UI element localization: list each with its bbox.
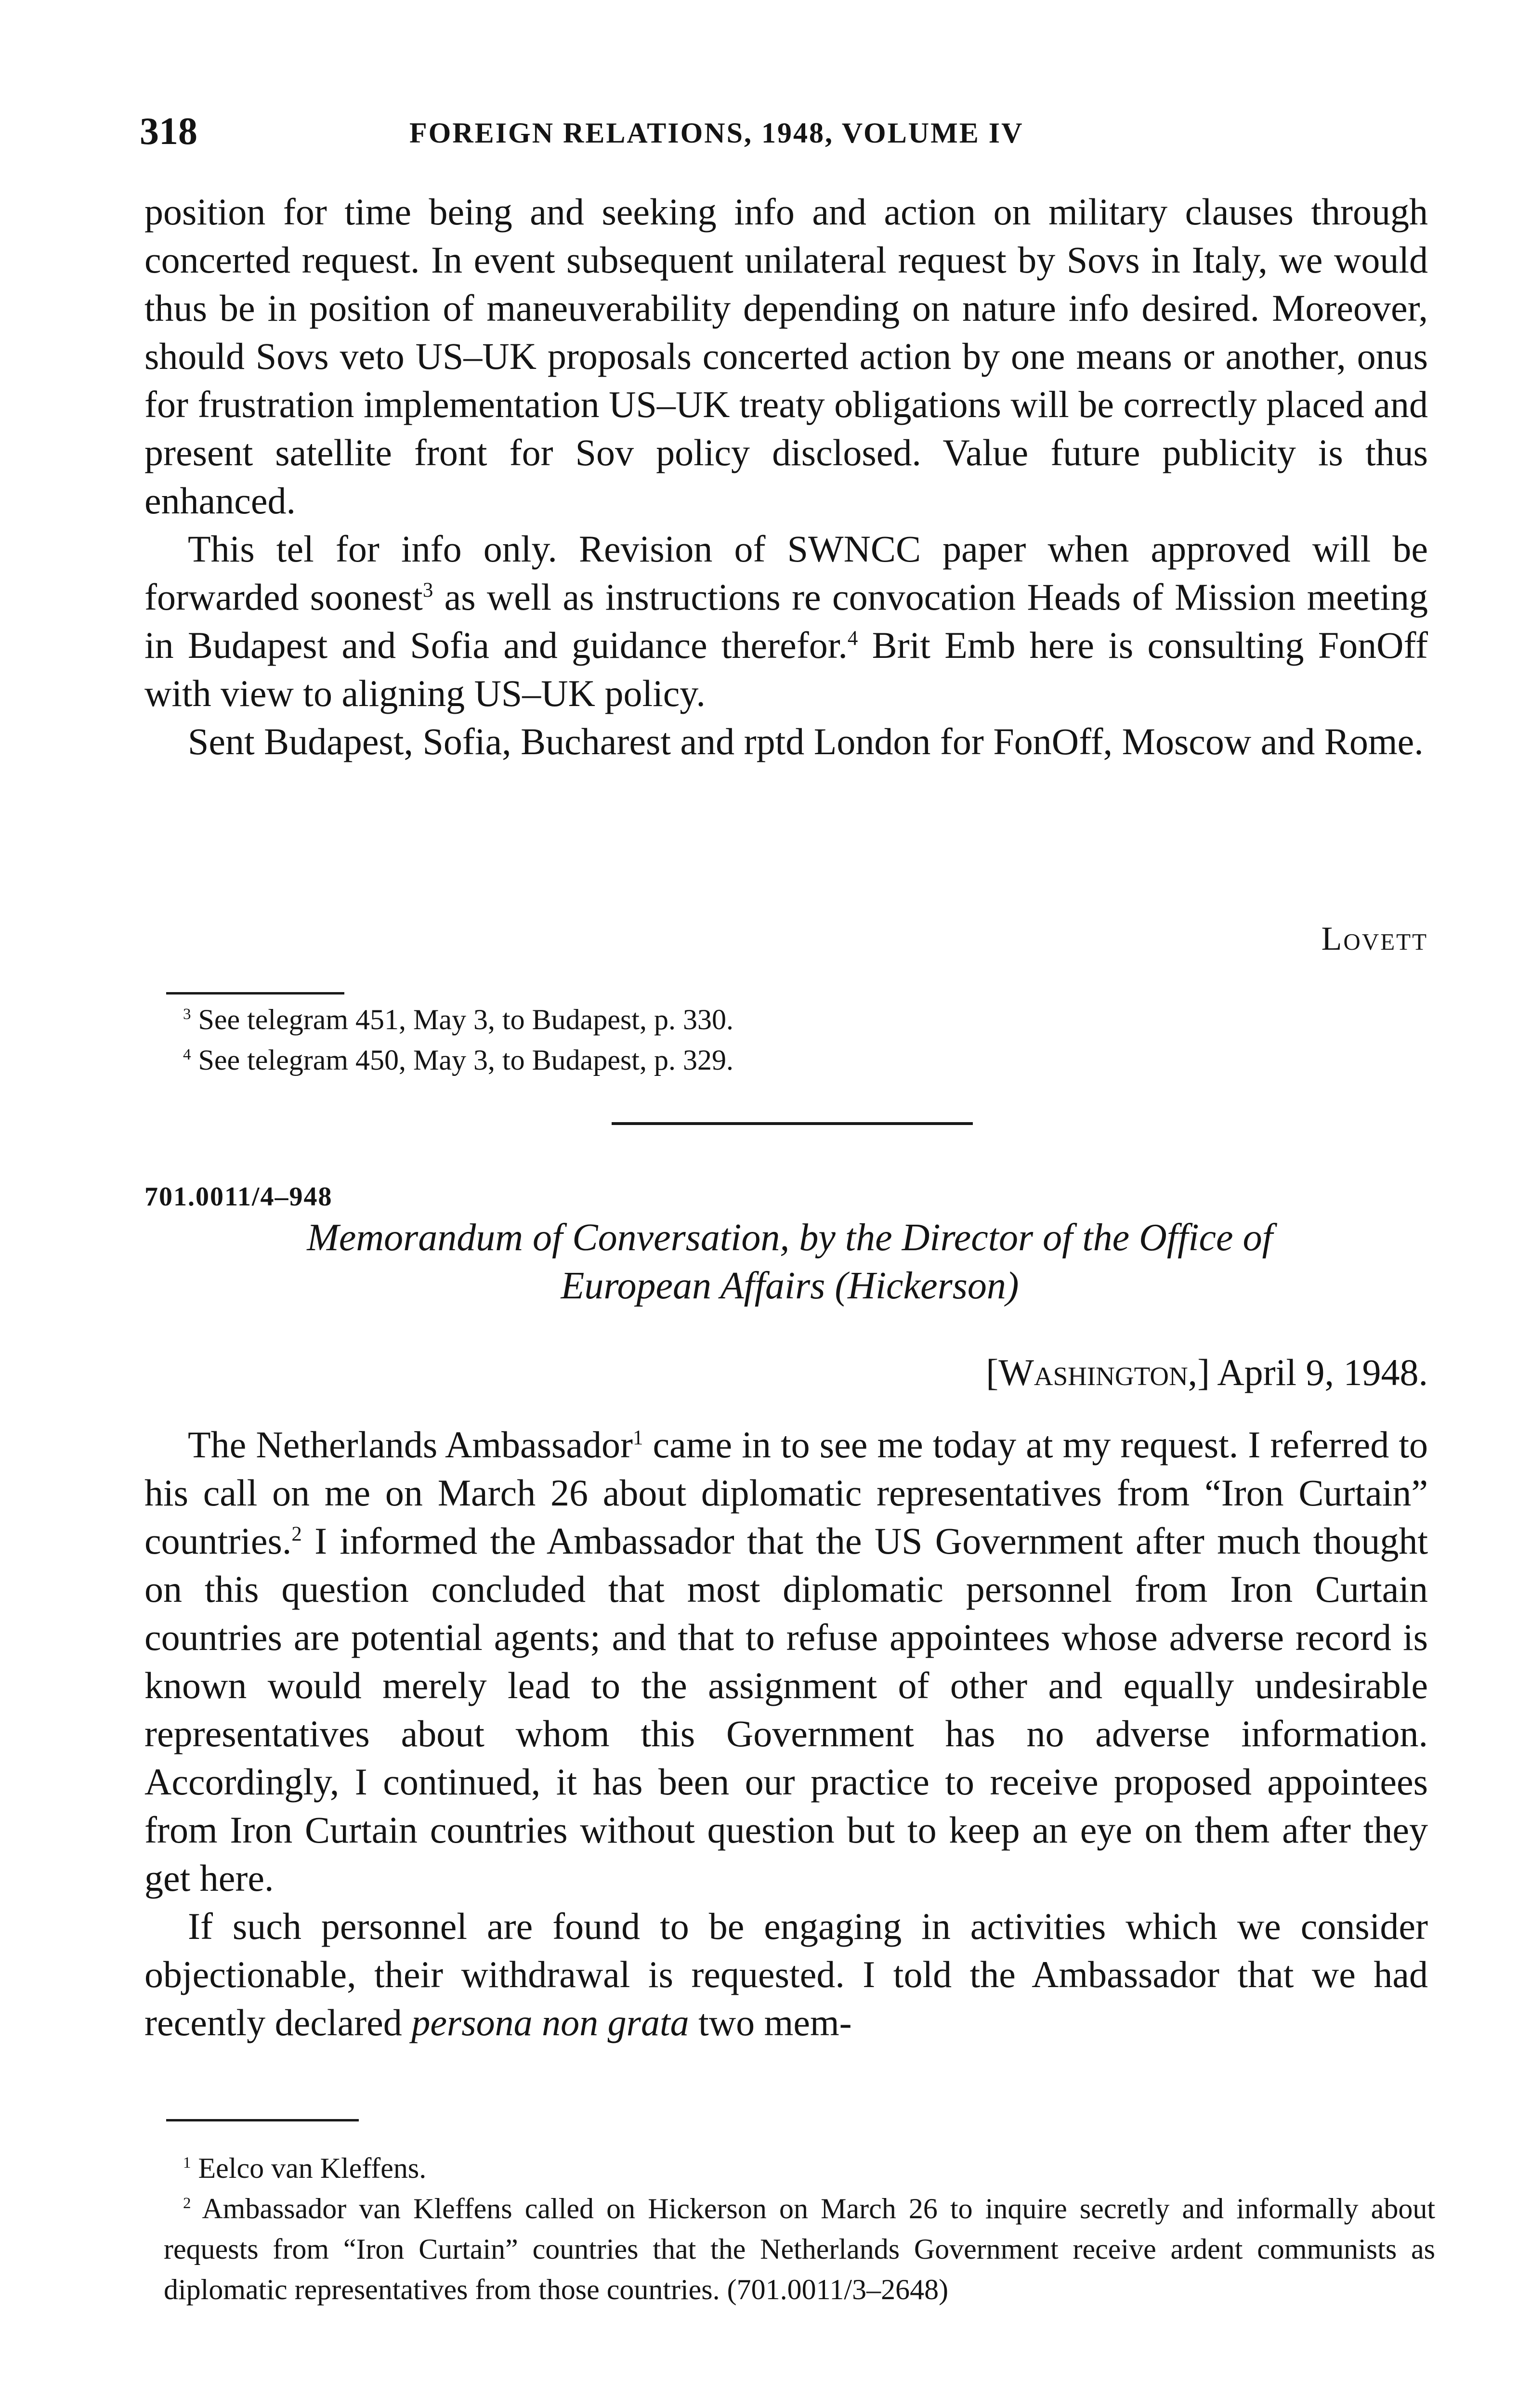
continuation-paragraph-2-text-b: as well as instructions re convocation Heads of Mission meeting in Budapest and Sofia and guidance therefor. [144,576,1428,666]
dateline-date: April 9, 1948. [1210,1351,1428,1393]
footnote-ref-3: 3 [422,579,433,602]
footnotes-bottom [164,2148,1435,2310]
continuation-paragraph-2-text-c: Brit Emb here is consulting FonOff with view to aligning US–UK policy. [144,624,1428,714]
footnote-1-marker: 1 [183,2154,191,2172]
section-divider [612,1122,973,1125]
footnotes-top [164,999,1435,1080]
footnote-4 [164,1040,1435,1080]
footnote-ref-2: 2 [291,1523,302,1545]
continuation-paragraph-3: Sent Budapest, Sofia, Bucharest and rptd London for FonOff, Moscow and Rome. [188,720,1424,762]
footnote-2 [164,2188,1435,2310]
footnote-3-text: See telegram 451, May 3, to Budapest, p. 330. [198,1004,733,1035]
footnote-1 [164,2148,1435,2188]
footnote-2-text: Ambassador van Kleffens called on Hickerson on March 26 to inquire secretly and informally about requests from “Iron Curtain” countries that the Netherlands Government receive ardent communists as diplomatic representatives from those countries. (701.0011/3–2648) [164,2193,1435,2305]
dateline [144,1348,1428,1397]
footnote-ref-1: 1 [632,1426,643,1449]
footnote-3 [164,999,1435,1040]
file-number: 701.0011/4–948 [144,1182,333,1212]
memo-paragraph-1-text-c: I informed the Ambassador that the US Government after much thought on this question concluded that most diplomatic personnel from Iron Curtain countries are potential agents; and that to refuse appointees whose adverse record is known would merely lead to the assignment of other and equally undesirable representatives about whom this Government has no adverse information. Accordingly, I continued, it has been our practice to receive proposed appointees from Iron Curtain countries without question but to keep an eye on them after they get here. [144,1520,1428,1899]
signature: Lovett [1321,920,1428,957]
memo-paragraph-1 [144,1421,1428,1902]
memo-paragraph-2-text-b: two mem- [689,2002,852,2043]
memo-paragraph-2 [144,1902,1428,2047]
memo-body [144,1421,1428,2047]
footnote-rule-top [166,992,344,995]
dateline-place: [Washington,] [986,1351,1210,1393]
document-title-line-1: Memorandum of Conversation, by the Director of the Office of [307,1217,1273,1259]
footnote-rule-bottom [166,2119,359,2121]
memo-paragraph-1-text-a: The Netherlands Ambassador [188,1424,633,1466]
continuation-paragraph-2-text-a: This tel for info only. Revision of SWNCC paper when approved will be forwarded soonest [144,528,1428,618]
footnote-4-text: See telegram 450, May 3, to Budapest, p. 329. [198,1044,733,1076]
page-header [140,105,1440,158]
memo-paragraph-2-italic: persona non grata [411,2002,689,2043]
telegram-continuation [144,188,1428,766]
footnote-3-marker: 3 [183,1006,191,1023]
footnote-2-marker: 2 [183,2195,191,2212]
page-number: 318 [140,110,197,153]
memo-paragraph-1-text-b: came in to see me today at my request. I referred to his call on me on March 26 about diplomatic representatives from “Iron Curtain” countries. [144,1424,1428,1562]
footnote-1-text: Eelco van Kleffens. [198,2152,427,2184]
continuation-paragraph-1: position for time being and seeking info and action on military clauses through concerted request. In event subsequent unilateral request by Sovs in Italy, we would thus be in position of maneuverability depending on nature info desired. Moreover, should Sovs veto US–UK proposals concerted action by one means or another, onus for frustration implementation US–UK treaty obligations will be correctly placed and present satellite front for Sov policy disclosed. Value future publicity is thus enhanced. [144,191,1428,522]
memo-paragraph-2-text-a: If such personnel are found to be engaging in activities which we consider objectionable, their withdrawal is requested. I told the Ambassador that we had recently declared [144,1905,1428,2043]
footnote-ref-4: 4 [847,627,858,650]
document-title-line-2: European Affairs (Hickerson) [561,1265,1019,1307]
running-head: FOREIGN RELATIONS, 1948, VOLUME IV [409,117,1024,149]
continuation-paragraph-2 [144,525,1428,718]
footnote-4-marker: 4 [183,1046,191,1063]
document-title [159,1214,1421,1310]
